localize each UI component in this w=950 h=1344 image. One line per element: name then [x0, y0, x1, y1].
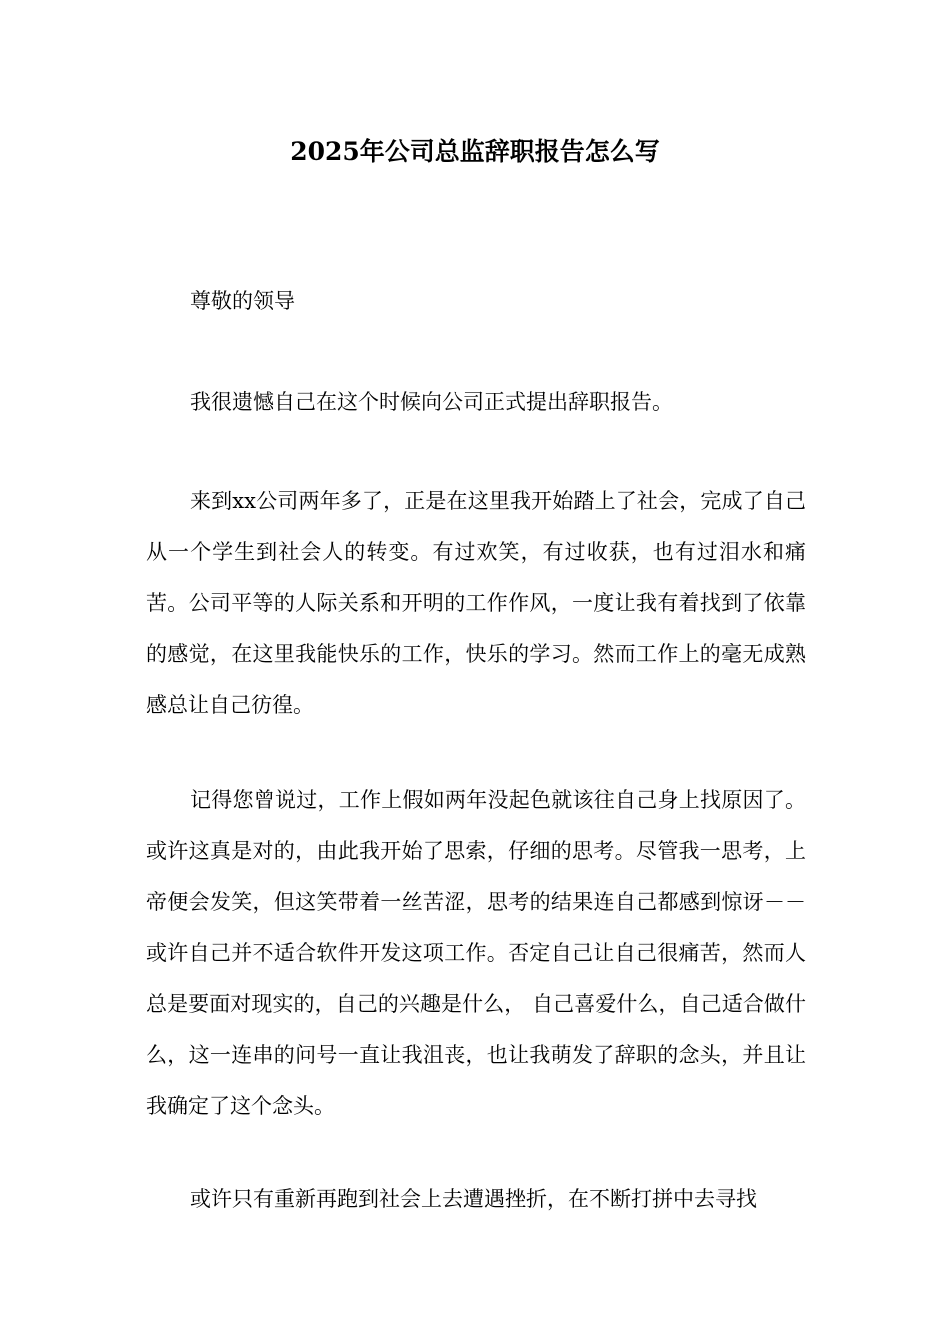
- paragraph: 来到xx公司两年多了，正是在这里我开始踏上了社会，完成了自己从一个学生到社会人的转变。有过欢笑，有过收获，也有过泪水和痛苦。公司平等的人际关系和开明的工作作风，一度让我有着找到了依靠的感觉，在这里我能快乐的工作，快乐的学习。然而工作上的毫无成熟感总让自己彷徨。: [146, 489, 806, 717]
- page-title: 2025年公司总监辞职报告怎么写: [290, 137, 660, 166]
- greeting: 尊敬的领导: [190, 289, 295, 313]
- paragraph: 记得您曾说过，工作上假如两年没起色就该往自己身上找原因了。或许这真是对的，由此我开始了思索，仔细的思考。尽管我一思考，上帝便会发笑，但这笑带着一丝苦涩，思考的结果连自己都感到惊讶－－或许自己并不适合软件开发这项工作。否定自己让自己很痛苦，然而人总是要面对现实的，自己的兴趣是什么， 自己喜爱什么，自己适合做什么，这一连串的问号一直让我沮丧，也让我萌发了辞职的念头，并且让我确定了这个念头。: [146, 788, 806, 1118]
- paragraph: 或许只有重新再跑到社会上去遭遇挫折，在不断打拼中去寻找: [190, 1187, 757, 1211]
- paragraph: 我很遗憾自己在这个时候向公司正式提出辞职报告。: [190, 390, 673, 414]
